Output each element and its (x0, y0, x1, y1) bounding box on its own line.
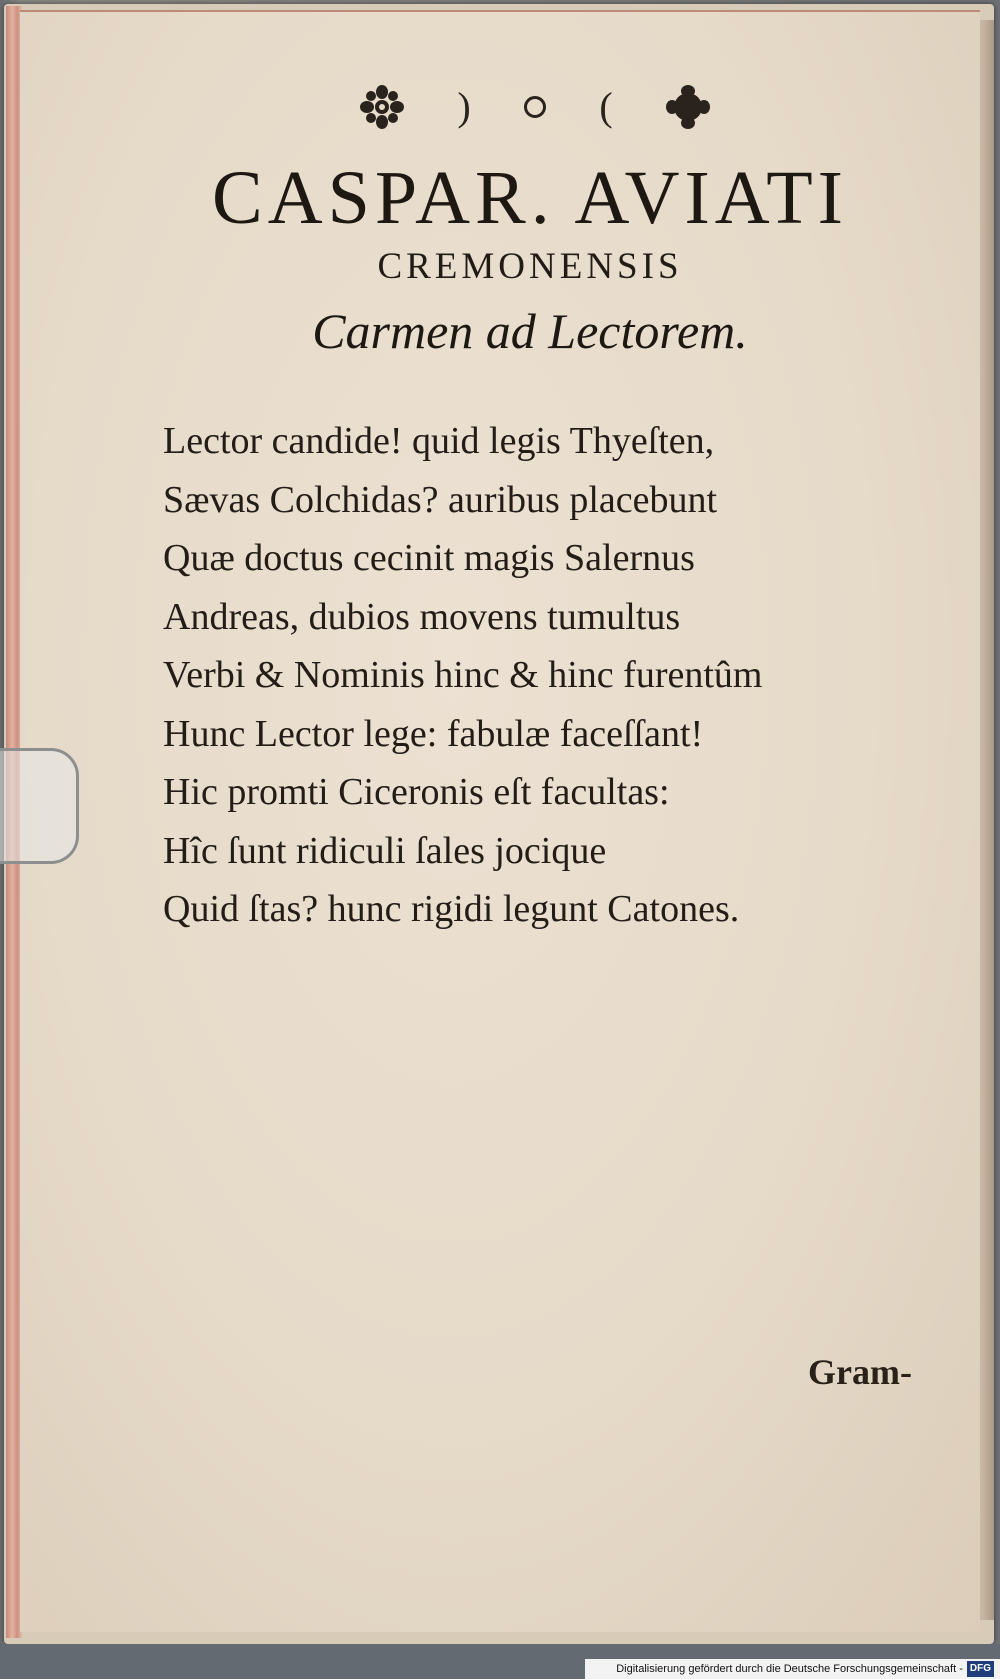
poem-line: Quæ doctus cecinit magis Salernus (163, 537, 695, 579)
digitization-credit: Digitalisierung gefördert durch die Deutsche Forschungsgemeinschaft - (616, 1663, 963, 1675)
paren-open-ornament: ( (599, 84, 613, 129)
paren-close-ornament: ) (457, 84, 471, 129)
ring-ornament-icon (524, 96, 546, 118)
flower-ornament-icon (360, 85, 404, 129)
poem-line: Andreas, dubios movens tumultus (163, 595, 681, 638)
page-subtitle: CREMONENSIS (377, 246, 683, 287)
poem-line: Quid ſtas? hunc rigidi legunt Catones. (163, 888, 740, 930)
poem-line: Hic promti Ciceronis eſt facultas: (163, 771, 670, 813)
dfg-logo: DFG (967, 1661, 994, 1677)
poem-line: Hunc Lector lege: fabulæ faceſſant! (163, 712, 704, 755)
page-tab-clip (0, 748, 79, 864)
page-title: CASPAR. AVIATI (212, 156, 848, 240)
ornament-row (360, 82, 710, 132)
catchword: Gram- (808, 1352, 912, 1392)
poem (163, 412, 923, 939)
poem-heading: Carmen ad Lectorem. (312, 303, 748, 359)
flower-ornament-icon (666, 85, 710, 129)
digitization-credit-strip (585, 1659, 1000, 1679)
poem-line: Lector candide! quid legis Thyeſten, (163, 420, 715, 462)
poem-line: Hîc ſunt ridiculi ſales jocique (163, 829, 607, 872)
poem-line: Verbi & Nominis hinc & hinc furentûm (163, 654, 763, 696)
poem-line: Sævas Colchidas? auribus placebunt (163, 478, 718, 521)
